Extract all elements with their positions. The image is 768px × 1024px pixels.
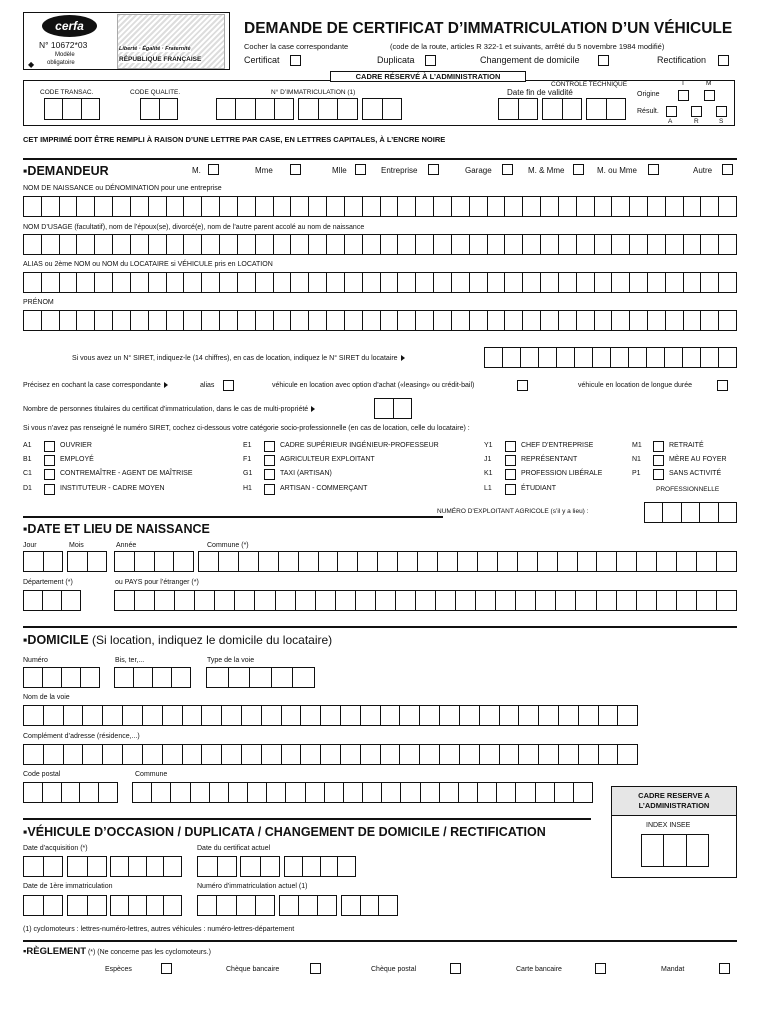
civ-m-ou-mme-checkbox[interactable] xyxy=(648,164,659,175)
cocher-label: Cocher la case correspondante xyxy=(244,42,349,51)
civ-autre-label: Autre xyxy=(693,166,713,175)
csp-label: AGRICULTEUR EXPLOITANT xyxy=(280,456,375,463)
immat-cells-3[interactable] xyxy=(362,98,402,120)
republic: RÉPUBLIQUE FRANÇAISE xyxy=(119,56,202,63)
nom-naissance-label: NOM DE NAISSANCE ou DÉNOMINATION pour une entreprise xyxy=(23,185,222,192)
admin2-title-1: CADRE RESERVE A xyxy=(638,791,710,800)
especes-label: Espèces xyxy=(105,966,132,973)
alias-opt-checkbox[interactable] xyxy=(223,380,234,391)
csp-checkbox[interactable] xyxy=(264,455,275,466)
nb-titulaires-label: Nombre de personnes titulaires du certificat d’immatriculation, dans le cas de multi-propriété xyxy=(23,406,315,413)
csp-checkbox[interactable] xyxy=(264,441,275,452)
csp-label: ÉTUDIANT xyxy=(521,485,556,492)
pays-label: ou PAYS pour l’étranger (*) xyxy=(115,579,199,586)
date-cert-day[interactable] xyxy=(197,856,237,877)
code-qualite-cells[interactable] xyxy=(140,98,178,120)
result-r: R xyxy=(694,118,699,125)
demandeur-rule xyxy=(23,158,737,160)
mandat-checkbox[interactable] xyxy=(719,963,730,974)
type-voie-cells[interactable] xyxy=(206,667,315,688)
csp-intro: Si vous n’avez pas renseigné le numéro SIRET, cochez ci-dessous votre catégorie socio-professionnelle (en cas de location, celle du locataire) : xyxy=(23,425,470,432)
result-s: S xyxy=(719,118,724,125)
code-transac-cells[interactable] xyxy=(44,98,100,120)
csp-label: CADRE SUPÉRIEUR INGÉNIEUR-PROFESSEUR xyxy=(280,442,439,449)
civ-m-mme-checkbox[interactable] xyxy=(573,164,584,175)
csp-label: TAXI (ARTISAN) xyxy=(280,470,332,477)
type-voie-label: Type de la voie xyxy=(207,657,255,664)
civ-m-label: M. xyxy=(192,166,201,175)
csp-label: RETRAITÉ xyxy=(669,442,704,449)
reglement-rule xyxy=(23,940,737,942)
csp-label: MÈRE AU FOYER xyxy=(669,456,727,463)
date-cert-year[interactable] xyxy=(284,856,356,877)
code-transac-label: CODE TRANSAC. xyxy=(40,89,94,96)
ct-t-checkbox[interactable] xyxy=(678,90,689,101)
csp-checkbox[interactable] xyxy=(44,455,55,466)
departement-label: Département (*) xyxy=(23,579,73,586)
alias-cells[interactable] xyxy=(23,272,737,293)
immat-label: N° D’IMMATRICULATION (1) xyxy=(271,89,356,96)
mandat-label: Mandat xyxy=(661,966,685,973)
csp-code: K1 xyxy=(484,470,493,477)
index-insee-cells[interactable] xyxy=(641,834,709,867)
num-actuel-label: Numéro d’immatriculation actuel (1) xyxy=(197,883,308,890)
especes-checkbox[interactable] xyxy=(161,963,172,974)
instruction: CET IMPRIMÉ DOIT ÊTRE REMPLI À RAISON D’UNE LETTRE PAR CASE, EN LETTRES CAPITALES, À L’ENCRE NOIRE xyxy=(23,135,446,144)
annee-cells[interactable] xyxy=(114,551,194,572)
code-postal-label: Code postal xyxy=(23,771,61,778)
ct-t: T xyxy=(681,80,685,87)
mois-cells[interactable] xyxy=(67,551,107,572)
result-r-checkbox[interactable] xyxy=(691,106,702,117)
pays-cells[interactable] xyxy=(114,590,737,611)
prenom-cells[interactable] xyxy=(23,310,737,331)
lld-checkbox[interactable] xyxy=(717,380,728,391)
opt-duplicata-checkbox[interactable] xyxy=(425,55,436,66)
csp-checkbox[interactable] xyxy=(653,441,664,452)
carte-checkbox[interactable] xyxy=(595,963,606,974)
admin2-title xyxy=(612,787,736,816)
obligatoire-label: obligatoire xyxy=(47,60,75,66)
csp-code: N1 xyxy=(632,456,641,463)
commune-label: Commune (*) xyxy=(207,542,249,549)
mois-label: Mois xyxy=(69,542,84,549)
domicile-subtitle: (Si location, indiquez le domicile du locataire) xyxy=(92,633,333,647)
date-fin-cells-3[interactable] xyxy=(586,98,626,120)
csp-code: P1 xyxy=(632,470,641,477)
immat-cells-2[interactable] xyxy=(298,98,358,120)
csp-code: M1 xyxy=(632,442,642,449)
nom-voie-label: Nom de la voie xyxy=(23,694,70,701)
date-acq-month[interactable] xyxy=(67,856,107,877)
index-insee-label: INDEX INSEE xyxy=(646,822,691,829)
admin-banner: CADRE RÉSERVÉ À L’ADMINISTRATION xyxy=(330,71,526,82)
cheque-bancaire-checkbox[interactable] xyxy=(310,963,321,974)
csp-code: C1 xyxy=(23,470,32,477)
precisez-label: Précisez en cochant la case correspondante xyxy=(23,382,168,389)
complement-label: Complément d’adresse (résidence,...) xyxy=(23,733,140,740)
form-number: N° 10672*03 xyxy=(39,40,88,50)
domicile-title: ▪DOMICILE (Si location, indiquez le domicile du locataire) xyxy=(23,633,333,647)
loa-label: véhicule en location avec option d’achat («leasing» ou crédit-bail) xyxy=(272,382,475,389)
ct-m-checkbox[interactable] xyxy=(704,90,715,101)
bis-label: Bis, ter,... xyxy=(115,657,145,664)
lld-label: véhicule en location de longue durée xyxy=(578,382,693,389)
civ-mme-checkbox[interactable] xyxy=(290,164,301,175)
numero-label: Numéro xyxy=(23,657,48,664)
date-1ere-day[interactable] xyxy=(23,895,63,916)
csp-checkbox[interactable] xyxy=(264,469,275,480)
result-a: A xyxy=(668,118,673,125)
page-title: DEMANDE DE CERTIFICAT D’IMMATRICULATION D’UN VÉHICULE xyxy=(244,20,733,37)
naissance-rule xyxy=(23,516,443,518)
code-postal-cells[interactable] xyxy=(23,782,118,803)
date-acq-label: Date d’acquisition (*) xyxy=(23,845,88,852)
civ-mlle-checkbox[interactable] xyxy=(355,164,366,175)
date-1ere-month[interactable] xyxy=(67,895,107,916)
complement-cells[interactable] xyxy=(23,744,638,765)
jour-label: Jour xyxy=(23,542,37,549)
result-a-checkbox[interactable] xyxy=(666,106,677,117)
csp-checkbox[interactable] xyxy=(505,455,516,466)
alias-opt-label: alias xyxy=(200,382,215,389)
nom-usage-cells[interactable] xyxy=(23,234,737,255)
alias-label: ALIAS ou 2ème NOM ou NOM du LOCATAIRE si VÉHICULE pris en LOCATION xyxy=(23,261,273,268)
opt-rectification-label: Rectification xyxy=(657,55,707,65)
opt-domicile-label: Changement de domicile xyxy=(480,55,580,65)
occasion-title: ▪VÉHICULE D’OCCASION / DUPLICATA / CHANGEMENT DE DOMICILE / RECTIFICATION xyxy=(23,825,546,839)
csp-checkbox[interactable] xyxy=(653,455,664,466)
departement-cells[interactable] xyxy=(23,590,81,611)
exploitant-label: NUMÉRO D’EXPLOITANT AGRICOLE (s’il y a lieu) : xyxy=(437,508,589,515)
civ-garage-label: Garage xyxy=(465,166,492,175)
date-1ere-year[interactable] xyxy=(110,895,182,916)
siret-cells[interactable] xyxy=(484,347,737,368)
carte-label: Carte bancaire xyxy=(516,966,562,973)
result-label: Résult. xyxy=(637,108,659,115)
csp-checkbox[interactable] xyxy=(264,484,275,495)
csp-label: PROFESSION LIBÉRALE xyxy=(521,470,603,477)
csp-checkbox[interactable] xyxy=(505,469,516,480)
date-1ere-label: Date de 1ère immatriculation xyxy=(23,883,113,890)
csp-code: L1 xyxy=(484,485,492,492)
occasion-rule xyxy=(23,818,591,820)
csp-checkbox[interactable] xyxy=(44,441,55,452)
csp-checkbox[interactable] xyxy=(505,484,516,495)
csp-code: F1 xyxy=(243,456,252,463)
csp-checkbox[interactable] xyxy=(44,484,55,495)
num-actuel-1[interactable] xyxy=(197,895,275,916)
occasion-note: (1) cyclomoteurs : lettres-numéro-lettres, autres véhicules : numéro-lettres-département xyxy=(23,926,295,933)
csp-label: ARTISAN - COMMERÇANT xyxy=(280,485,368,492)
csp-checkbox[interactable] xyxy=(44,469,55,480)
immat-cells-1[interactable] xyxy=(216,98,294,120)
siret-label: Si vous avez un N° SIRET, indiquez-le (14 chiffres), en cas de location, indiquez le N° SIRET du locataire xyxy=(72,355,405,362)
date-cert-month[interactable] xyxy=(240,856,280,877)
commune-naissance-cells[interactable] xyxy=(198,551,737,572)
civ-mlle-label: Mlle xyxy=(332,166,347,175)
csp-code: E1 xyxy=(243,442,252,449)
origine-label: Origine xyxy=(637,91,660,98)
num-actuel-2[interactable] xyxy=(279,895,337,916)
legal-ref: (code de la route, articles R 322-1 et suivants, arrêté du 5 novembre 1984 modifié) xyxy=(390,42,665,51)
csp-code: Y1 xyxy=(484,442,493,449)
cerfa-logo: cerfa xyxy=(42,15,97,37)
commune-domicile-label: Commune xyxy=(135,771,168,778)
result-s-checkbox[interactable] xyxy=(716,106,727,117)
csp-label: REPRÉSENTANT xyxy=(521,456,578,463)
annee-label: Année xyxy=(116,542,137,549)
civ-garage-checkbox[interactable] xyxy=(502,164,513,175)
code-qualite-label: CODE QUALITE. xyxy=(130,89,181,96)
exploitant-cells[interactable] xyxy=(644,502,737,523)
csp-code: G1 xyxy=(243,470,253,477)
opt-rectification-checkbox[interactable] xyxy=(718,55,729,66)
modele-label: Modèle xyxy=(55,52,75,58)
opt-duplicata-label: Duplicata xyxy=(377,55,415,65)
civ-entreprise-checkbox[interactable] xyxy=(428,164,439,175)
nom-usage-label: NOM D’USAGE (facultatif), nom de l’époux(se), divorcé(e), nom de l’autre parent accolé au nom de naissance xyxy=(23,224,365,231)
commune-domicile-cells[interactable] xyxy=(132,782,593,803)
cheque-bancaire-label: Chèque bancaire xyxy=(226,966,280,973)
cheque-postal-checkbox[interactable] xyxy=(450,963,461,974)
ct-m: M xyxy=(706,80,712,87)
csp-label: EMPLOYÉ xyxy=(60,456,94,463)
csp-code: D1 xyxy=(23,485,32,492)
civ-m-mme-label: M. & Mme xyxy=(528,166,565,175)
motto: Liberté · Égalité · Fraternité xyxy=(119,46,191,52)
nom-naissance-cells[interactable] xyxy=(23,196,737,217)
ct-label: CONTROLE TECHNIQUE xyxy=(551,81,628,88)
diamond-icon: ◆ xyxy=(28,60,35,69)
numero-cells[interactable] xyxy=(23,667,100,688)
csp-code: B1 xyxy=(23,456,32,463)
csp-code: J1 xyxy=(484,456,492,463)
date-fin-label: Date fin de validité xyxy=(507,88,573,97)
csp-label: INSTITUTEUR - CADRE MOYEN xyxy=(60,485,165,492)
civ-m-checkbox[interactable] xyxy=(208,164,219,175)
admin2-title-2: L’ADMINISTRATION xyxy=(638,801,710,810)
opt-certificat-label: Certificat xyxy=(244,55,280,65)
arrow-right-icon xyxy=(401,355,405,361)
csp-checkbox[interactable] xyxy=(505,441,516,452)
civ-entreprise-label: Entreprise xyxy=(381,166,418,175)
loa-checkbox[interactable] xyxy=(517,380,528,391)
arrow-right-icon xyxy=(311,406,315,412)
date-acq-year[interactable] xyxy=(110,856,182,877)
csp-pro-label: PROFESSIONNELLE xyxy=(656,486,720,493)
nb-titulaires-cells[interactable] xyxy=(374,398,412,419)
date-fin-cells-1[interactable] xyxy=(498,98,538,120)
cheque-postal-label: Chèque postal xyxy=(371,966,417,973)
domicile-rule xyxy=(23,626,737,628)
csp-label: CONTREMAÎTRE - AGENT DE MAÎTRISE xyxy=(60,470,193,477)
prenom-label: PRÉNOM xyxy=(23,299,54,306)
date-cert-label: Date du certificat actuel xyxy=(197,845,271,852)
naissance-title: ▪DATE ET LIEU DE NAISSANCE xyxy=(23,522,210,536)
opt-certificat-checkbox[interactable] xyxy=(290,55,301,66)
civ-autre-checkbox[interactable] xyxy=(722,164,733,175)
date-acq-day[interactable] xyxy=(23,856,63,877)
opt-domicile-checkbox[interactable] xyxy=(598,55,609,66)
civ-mme-label: Mme xyxy=(255,166,273,175)
csp-checkbox[interactable] xyxy=(653,469,664,480)
num-actuel-3[interactable] xyxy=(341,895,398,916)
csp-label: CHEF D’ENTREPRISE xyxy=(521,442,594,449)
jour-cells[interactable] xyxy=(23,551,63,572)
csp-code: H1 xyxy=(243,485,252,492)
date-fin-cells-2[interactable] xyxy=(542,98,582,120)
nom-voie-cells[interactable] xyxy=(23,705,638,726)
civ-m-ou-mme-label: M. ou Mme xyxy=(597,166,638,175)
bis-cells[interactable] xyxy=(114,667,191,688)
demandeur-title: ▪DEMANDEUR xyxy=(23,164,109,178)
csp-label: OUVRIER xyxy=(60,442,92,449)
csp-code: A1 xyxy=(23,442,32,449)
csp-label: SANS ACTIVITÉ xyxy=(669,470,722,477)
arrow-right-icon xyxy=(164,382,168,388)
reglement-title: ▪RÈGLEMENT (*) (Ne concerne pas les cyclomoteurs.) xyxy=(23,946,211,957)
